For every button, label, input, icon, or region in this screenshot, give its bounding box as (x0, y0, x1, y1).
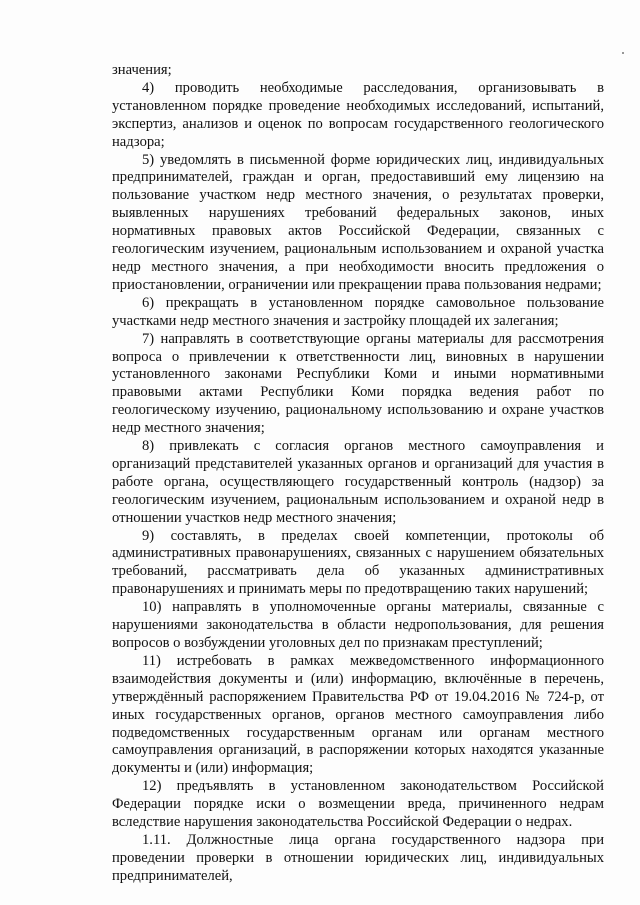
paragraph-item-5: 5) уведомлять в письменной форме юридических лиц, индивидуальных предпринимателей, граждан и орган, предоставивший ему лицензию на пользование участком недр местного значения, о результатах проверки, выявленных нарушениях требований федеральных законов, иных нормативных правовых актов Российской Федерации, связанных с геологическим изучением, рациональным использованием и охраной участка недр местного значения, а при необходимости вносить предложения о приостановлении, ограничении или прекращении права пользования недрами; (112, 151, 604, 293)
paragraph-section-1-11: 1.11. Должностные лица органа государственного надзора при проведении проверки в отношении юридических лиц, индивидуальных предпринимателей, (112, 831, 604, 884)
paragraph-item-10: 10) направлять в уполномоченные органы материалы, связанные с нарушениями законодательства в области недропользования, для решения вопросов о возбуждении уголовных дел по признакам преступлений; (112, 599, 604, 651)
paragraph-item-12: 12) предъявлять в установленном законодательством Российской Федерации порядке иски о возмещении вреда, причиненного недрам вследствие нарушения законодательства Российской Федерации о недрах. (112, 778, 604, 831)
scan-speck (622, 52, 624, 54)
paragraph-item-4: 4) проводить необходимые расследования, организовывать в установленном порядке проведение необходимых исследований, испытаний, экспертиз, анализов и оценок по вопросам государственного геологического надзора; (112, 79, 604, 150)
paragraph-continuation: значения; (112, 62, 172, 78)
paragraph-item-8: 8) привлекать с согласия органов местного самоуправления и организаций представителей указанных органов и организаций для участия в работе органа, осуществляющего государственный контроль (надзор) за геологическим изучением, рациональным использованием и охраной недр в отношении участков недр местного значения; (112, 438, 604, 526)
paragraph-item-6: 6) прекращать в установленном порядке самовольное пользование участками недр местного значения и застройку площадей их залегания; (112, 294, 604, 329)
document-body (112, 62, 604, 886)
paragraph-item-7: 7) направлять в соответствующие органы материалы для рассмотрения вопроса о привлечении к ответственности лиц, виновных в нарушении установленного законами Республики Коми и иными нормативными правовыми актами Республики Коми порядка ведения работ по геологическому изучению, рациональному использованию и охране участков недр местного значения; (112, 330, 604, 437)
paragraph-item-9: 9) составлять, в пределах своей компетенции, протоколы об административных правонарушениях, связанных с нарушением обязательных требований, рассматривать дела об указанных административных правонарушениях и принимать меры по предотвращению таких нарушений; (112, 527, 604, 598)
paragraph-item-11: 11) истребовать в рамках межведомственного информационного взаимодействия документы и (или) информацию, включённые в перечень, утверждённый распоряжением Правительства РФ от 19.04.2016 № 724-р, от иных государственных органов, органов местного самоуправления либо подведомственных государственным органам или органам местного самоуправления организаций, в распоряжении которых находятся указанные документы и (или) информация; (112, 652, 604, 777)
